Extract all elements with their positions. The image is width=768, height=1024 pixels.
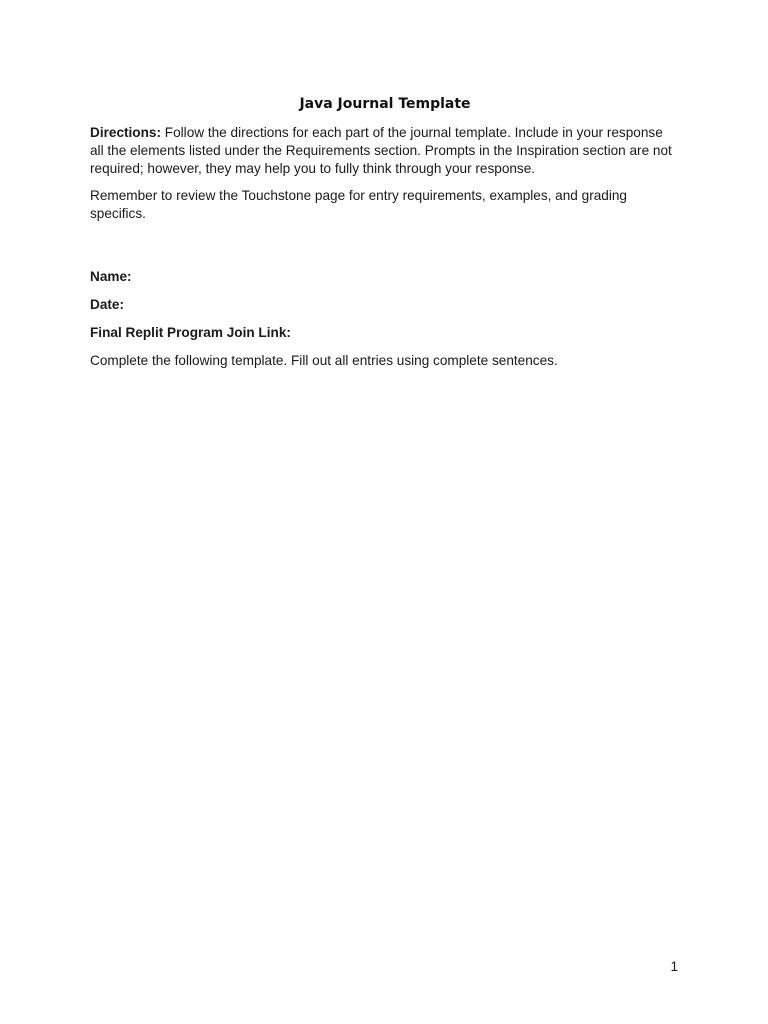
replit-link-field-label: Final Replit Program Join Link:	[90, 325, 291, 340]
directions-label: Directions:	[90, 125, 162, 140]
directions-text: Follow the directions for each part of the journal template. Include in your response all the elements listed under the Requirements section. Prompts in the Inspiration section are not required; however, they may help you to fully think through your response.	[90, 125, 672, 176]
directions-paragraph	[90, 124, 680, 178]
reminder-paragraph: Remember to review the Touchstone page for entry requirements, examples, and grading specifics.	[90, 188, 627, 221]
name-field-label: Name:	[90, 269, 132, 284]
document-body	[90, 94, 680, 379]
document-title: Java Journal Template	[299, 96, 471, 112]
instructions-paragraph: Complete the following template. Fill out all entries using complete sentences.	[90, 353, 558, 368]
date-field-label: Date:	[90, 297, 124, 312]
page-number: 1	[670, 959, 678, 974]
spacer	[90, 232, 680, 268]
